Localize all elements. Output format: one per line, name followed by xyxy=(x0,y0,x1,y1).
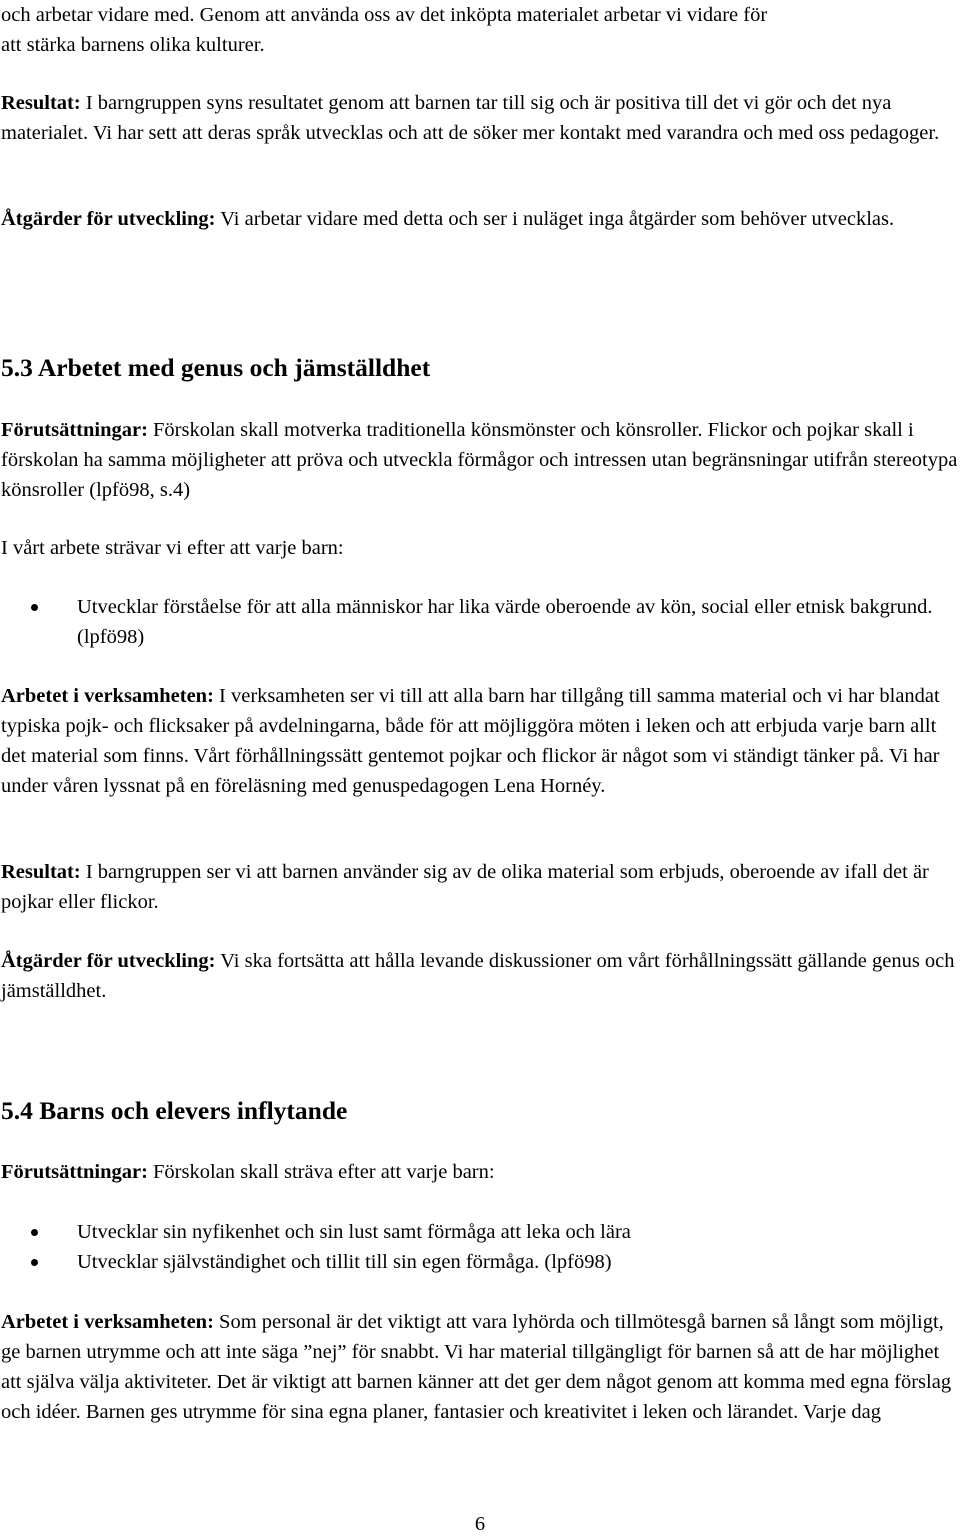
prerequisites-text: Förskolan skall motverka traditionella könsmönster och könsroller. Flickor och pojkar skall i förskolan ha samma möjligheter att pröva och utveckla förmågor och intressen utan begränsningar utifrån stereotypa könsroller (lpfö98, s.4) xyxy=(1,419,958,501)
result-label: Resultat: xyxy=(1,92,81,114)
page-number: 6 xyxy=(474,1513,486,1535)
work-text: I verksamheten ser vi till att alla barn har tillgång till samma material och vi har blandat typiska pojk- och flicksaker på avdelningarna, både för att möjliggöra möten i leken och att erbjuda varje barn allt det material som finns. Vårt förhållningssätt gentemot pojkar och flickor är något som vi ständigt tänker på. Vi har under våren lyssnat på en föreläsning med genuspedagogen Lena Hornéy. xyxy=(1,685,940,797)
prerequisites-text: Förskolan skall sträva efter att varje barn: xyxy=(153,1161,495,1183)
list-item: Utvecklar självständighet och tillit till sin egen förmåga. (lpfö98) xyxy=(1,1247,959,1277)
paragraph-intro-line1: och arbetar vidare med. Genom att använda oss av det inköpta materialet arbetar vi vidare för xyxy=(1,4,768,26)
paragraph-work-5-4 xyxy=(1,1307,959,1427)
bullet-list-5-3 xyxy=(1,592,959,652)
prerequisites-label: Förutsättningar: xyxy=(1,419,148,441)
paragraph-result-5-3 xyxy=(1,857,959,917)
work-label: Arbetet i verksamheten: xyxy=(1,1311,214,1333)
paragraph-action-1 xyxy=(1,204,959,234)
action-label: Åtgärder för utveckling: xyxy=(1,208,216,230)
action-text: Vi ska fortsätta att hålla levande diskussioner om vårt förhållningssätt gällande genus och jämställdhet. xyxy=(1,950,955,1002)
paragraph-aim-intro: I vårt arbete strävar vi efter att varje barn: xyxy=(1,537,344,559)
paragraph-prerequisites-5-4 xyxy=(1,1157,959,1187)
action-label: Åtgärder för utveckling: xyxy=(1,950,216,972)
result-text: I barngruppen ser vi att barnen använder sig av de olika material som erbjuds, oberoende av ifall det är pojkar eller flickor. xyxy=(1,861,929,913)
paragraph-work-5-3 xyxy=(1,681,959,801)
result-label: Resultat: xyxy=(1,861,81,883)
action-text: Vi arbetar vidare med detta och ser i nuläget inga åtgärder som behöver utvecklas. xyxy=(220,208,895,230)
paragraph-result-1 xyxy=(1,88,959,148)
paragraph-intro-line2: att stärka barnens olika kulturer. xyxy=(1,34,265,56)
work-text: Som personal är det viktigt att vara lyhörda och tillmötesgå barnen så långt som möjligt, ge barnen utrymme och att inte säga ”nej” för snabbt. Vi har material tillgängligt för barnen så att de har möjlighet att själva välja aktiviteter. Det är viktigt att barnen känner att det ger dem något genom att komma med egna förslag och idéer. Barnen ges utrymme för sina egna planer, fantasier och kreativitet i leken och lärandet. Varje dag xyxy=(1,1311,952,1423)
paragraph-intro xyxy=(1,0,959,60)
paragraph-action-5-3 xyxy=(1,946,959,1006)
list-item: Utvecklar förståelse för att alla människor har lika värde oberoende av kön, social eller etnisk bakgrund. (lpfö98) xyxy=(1,592,959,652)
prerequisites-label: Förutsättningar: xyxy=(1,1161,148,1183)
bullet-list-5-4 xyxy=(1,1217,959,1277)
section-heading-5-3: 5.3 Arbetet med genus och jämställdhet xyxy=(1,353,431,382)
paragraph-prerequisites-5-3 xyxy=(1,415,959,505)
work-label: Arbetet i verksamheten: xyxy=(1,685,214,707)
section-heading-5-4: 5.4 Barns och elevers inflytande xyxy=(1,1096,348,1125)
list-item: Utvecklar sin nyfikenhet och sin lust samt förmåga att leka och lära xyxy=(1,1217,959,1247)
result-text: I barngruppen syns resultatet genom att barnen tar till sig och är positiva till det vi gör och det nya materialet. Vi har sett att deras språk utvecklas och att de söker mer kontakt med varandra och med oss pedagoger. xyxy=(1,92,940,144)
